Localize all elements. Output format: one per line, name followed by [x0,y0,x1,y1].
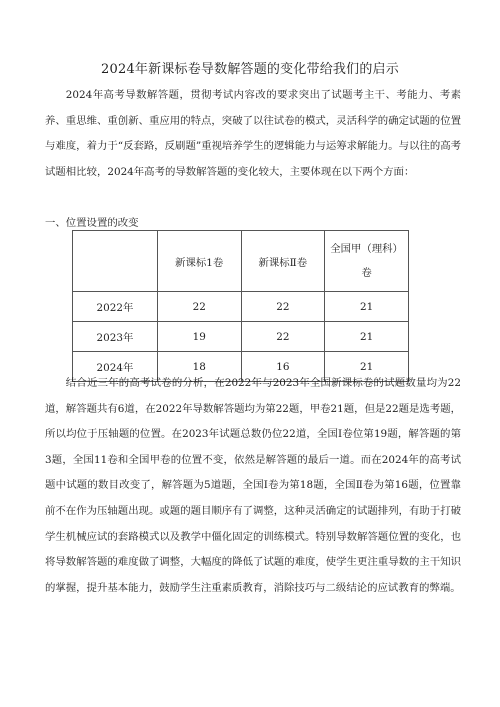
table-cell: 22 [241,322,325,352]
question-position-table [72,230,409,382]
table-cell-year: 2022年 [73,292,158,322]
table-cell-year: 2023年 [73,322,158,352]
section-heading-position-change: 一、位置设置的改变 [45,217,139,229]
intro-paragraph: 2024年高考导数解答题，贯彻考试内容改的要求突出了试题考主干、考能力、考素养、重思维、重创新、重应用的特点，突破了以往试卷的模式，灵活科学的确定试题的位置与难度，着力于“反套路，反刷题”重视培养学生的逻辑能力与运筹求解能力。与以往的高考试题相比较，2024年高考的导数解答题的变化较大，主要体现在以下两个方面： [45,89,461,178]
table-row [73,292,409,322]
table-header-national-a-line1: 全国甲（理科） [330,243,403,255]
table-header-row [73,231,409,292]
table-cell: 22 [241,292,325,322]
document-title: 2024年新课标卷导数解答题的变化带给我们的启示 [101,62,399,77]
table-header-national-a [325,231,409,292]
table-cell: 18 [157,352,241,382]
table-header-national-a-line2: 卷 [361,267,372,279]
table-cell: 16 [241,352,325,382]
table-cell-year: 2024年 [73,352,158,382]
table-header-new-standard-1: 新课标1卷 [157,231,241,292]
table-cell: 21 [325,322,409,352]
table-cell: 19 [157,322,241,352]
analysis-paragraph: 结合近三年的高考试卷的分析，在2022年与2023年全国新课标卷的试题数量均为22道，解答题共有6道，在2022年导数解答题均为第22题，甲卷21题，但是22题是选考题，所以均位于压轴题的位置。在2023年试题总数仍位22道，全国Ⅰ卷位第19题，解答题的第3题，全国11卷和全国甲卷的位置不变，依然是解答题的最后一道。而在2024年的高考试题中试题的数目改变了，解答题为5道题，全国Ⅰ卷为第18题，全国Ⅱ卷为第16题，位置靠前不在作为压轴题出现。或题的题目顺序有了调整，这种灵活确定的试题排列，有助于打破学生机械应试的套路模式以及教学中僵化固定的训练模式。特别导数解答题位置的变化，也将导数解答题的难度做了调整，大幅度的降低了试题的难度，使学生更注重导数的主干知识的掌握，提升基本能力，鼓励学生注重素质教育，消除技巧与二级结论的应试教育的弊端。 [45,377,461,594]
table-cell: 21 [325,352,409,382]
table-header-blank [73,231,158,292]
table-cell: 21 [325,292,409,322]
table-header-new-standard-2: 新课标Ⅱ卷 [241,231,325,292]
table-cell: 22 [157,292,241,322]
table-row [73,322,409,352]
